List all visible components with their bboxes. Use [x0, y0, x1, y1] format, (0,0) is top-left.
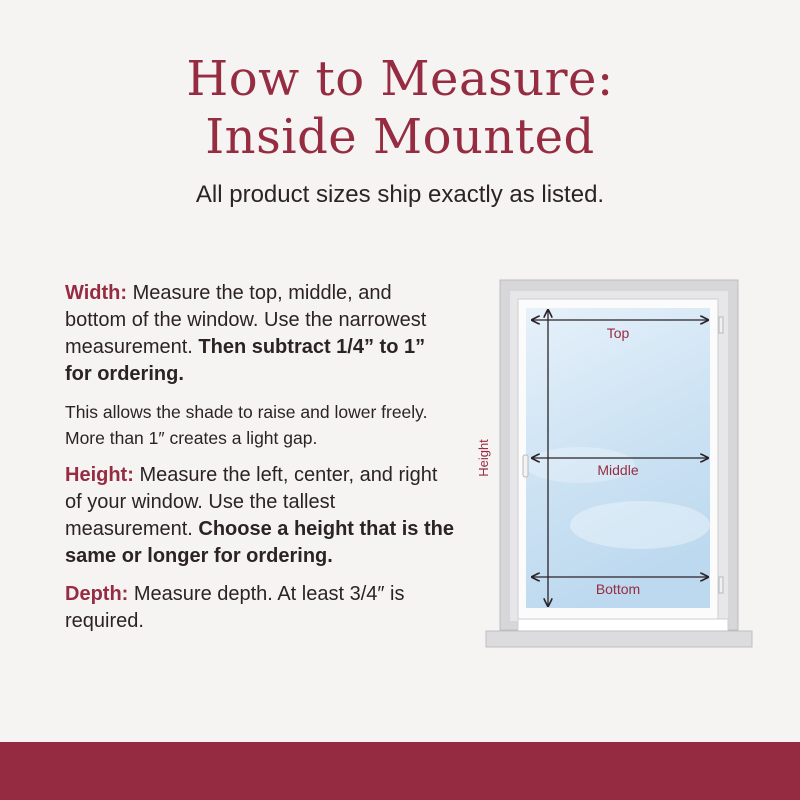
bottom-label: Bottom [595, 581, 641, 597]
depth-instruction [65, 581, 455, 635]
title-line-1: How to Measure: [186, 51, 614, 107]
height-bold-text: Choose a height that is the same or longer for ordering. [65, 518, 454, 567]
sill-ledge [486, 631, 752, 647]
width-label: Width: [65, 282, 128, 304]
height-instruction [65, 462, 455, 570]
hinge-top-icon [719, 317, 723, 333]
title-line-2: Inside Mounted [205, 109, 595, 165]
top-label: Top [606, 325, 630, 341]
middle-label: Middle [597, 462, 639, 478]
height-label: Height: [65, 464, 134, 486]
subtitle: All product sizes ship exactly as listed. [195, 181, 605, 208]
height-text: Measure the left, center, and right of your window. Use the tallest measurement. [65, 464, 438, 540]
instructions-panel [65, 280, 455, 635]
depth-text: Measure depth. At least 3/4″ is required. [65, 583, 405, 632]
width-text: Measure the top, middle, and bottom of the window. Use the narrowest measurement. [65, 282, 427, 358]
width-bold-text: Then subtract 1/4” to 1” for ordering. [65, 336, 426, 385]
height-side-label: Height [476, 439, 491, 477]
window-diagram [470, 275, 770, 655]
window-sill [518, 619, 728, 631]
width-instruction [65, 280, 455, 388]
depth-label: Depth: [65, 583, 129, 605]
window-handle-icon [523, 455, 528, 477]
hinge-bottom-icon [719, 577, 723, 593]
footer-bar [0, 742, 800, 800]
page-title [0, 50, 800, 166]
light-gap-note: This allows the shade to raise and lower freely. More than 1″ creates a light gap. [65, 402, 428, 448]
